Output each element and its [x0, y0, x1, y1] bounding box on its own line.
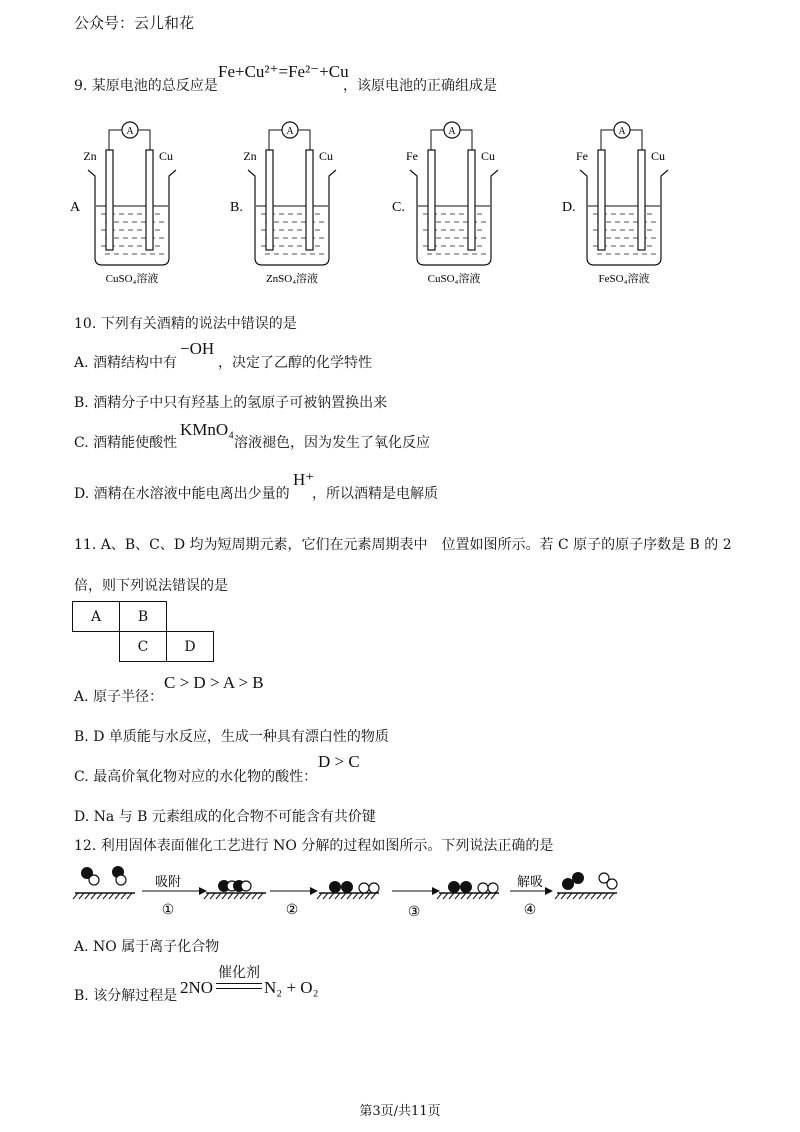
q10-option-b: B. 酒精分子中只有羟基上的氢原子可被钠置换出来: [74, 395, 388, 411]
right-electrode-label: Cu: [650, 149, 666, 163]
stage4-molecules: [448, 881, 498, 893]
stage3-molecules: [329, 881, 379, 893]
left-electrode-label: Zn: [83, 149, 97, 163]
catalyst-surface-3: [317, 893, 379, 899]
electrode-right: [468, 150, 475, 250]
step-label-above-1: 吸附: [154, 874, 182, 889]
electrode-right: [306, 150, 313, 250]
q12-option-b-rhs: N₂ + O₂: [264, 978, 319, 997]
right-electrode-label: Cu: [318, 149, 334, 163]
electrode-left: [106, 150, 113, 250]
table-cell-empty: [167, 602, 214, 632]
step-label-below-2: ②: [285, 903, 299, 918]
page-footer: 第3页/共11页: [359, 1104, 441, 1119]
right-electrode-label: Cu: [480, 149, 496, 163]
q12-option-a: A. NO 属于离子化合物: [74, 939, 220, 955]
beaker: [580, 170, 668, 265]
stage2-molecules: [218, 880, 251, 892]
electrode-right: [146, 150, 153, 250]
q11-option-c-prefix: C. 最高价氧化物对应的水化物的酸性：: [74, 769, 318, 785]
q12-stem: 12. 利用固体表面催化工艺进行 NO 分解的过程如图所示。下列说法正确的是: [74, 838, 554, 854]
catalyst-surface-2: [204, 893, 266, 899]
q11-stem-line2: 倍，则下列说法错误的是: [74, 578, 228, 594]
electrode-left: [266, 150, 273, 250]
step-arrow-1: [142, 874, 206, 918]
q10-option-d-suffix: ，所以酒精是电解质: [312, 486, 438, 502]
q10-option-c-formula: KMnO₄: [180, 420, 235, 439]
svg-text:A: A: [618, 126, 626, 137]
q9-reaction: Fe+Cu²⁺=Fe²⁻+Cu: [218, 62, 349, 81]
q11-periodic-table-fragment: [72, 601, 214, 662]
q9-galvanic-cell-figures: [60, 108, 700, 293]
catalyst-surface-4: [437, 893, 499, 899]
beaker: [88, 170, 176, 265]
left-electrode-label: Zn: [243, 149, 257, 163]
q10-option-c-suffix: 溶液褪色，因为发生了氧化反应: [234, 435, 430, 451]
q12-option-b-prefix: B. 该分解过程是: [74, 988, 178, 1004]
cell-option-3: [392, 122, 498, 285]
svg-text:A: A: [448, 126, 456, 137]
table-cell-c: C: [120, 632, 167, 662]
q12-equals-sign: [216, 983, 262, 989]
step-label-below-3: ③: [407, 905, 421, 920]
q11-option-a-formula: C > D > A > B: [164, 673, 264, 692]
electrolyte-label: CuSO₄溶液: [105, 273, 159, 285]
cell-option-2: [230, 122, 336, 285]
stage1-molecules: [81, 866, 126, 885]
left-electrode-label: Fe: [576, 149, 588, 163]
q12-process-diagram: [70, 860, 660, 922]
q11-option-c-formula: D > C: [318, 752, 360, 771]
step-arrow-2: [270, 891, 317, 918]
option-letter: B.: [230, 200, 243, 215]
q10-option-c-prefix: C. 酒精能使酸性: [74, 435, 178, 451]
table-cell-b: B: [120, 602, 167, 632]
q10-stem: 10. 下列有关酒精的说法中错误的是: [74, 316, 297, 332]
step-arrow-4: [510, 874, 552, 918]
left-electrode-label: Fe: [406, 149, 418, 163]
electrolyte-label: ZnSO₄溶液: [265, 273, 319, 285]
option-letter: C.: [392, 200, 405, 215]
q10-option-d-prefix: D. 酒精在水溶液中能电离出少量的: [74, 486, 290, 502]
q11-stem-line1: 11. A、B、C、D 均为短周期元素，它们在元素周期表中 位置如图所示。若 C 原子的原子序数是 B 的 2: [74, 537, 732, 553]
q11-option-b: B. D 单质能与水反应，生成一种具有漂白性的物质: [74, 729, 389, 745]
q10-option-a-formula: −OH: [180, 339, 215, 358]
q9-stem-prefix: 9. 某原电池的总反应是: [74, 78, 218, 94]
header-account: 公众号：云儿和花: [74, 14, 195, 32]
q11-option-d: D. Na 与 B 元素组成的化合物不可能含有共价键: [74, 809, 376, 825]
svg-text:A: A: [286, 126, 294, 137]
q11-option-a-prefix: A. 原子半径：: [74, 689, 164, 705]
table-cell-empty: [73, 632, 120, 662]
step-label-below-4: ④: [523, 903, 537, 918]
catalyst-surface-5: [555, 893, 617, 899]
electrolyte-label: CuSO₄溶液: [427, 273, 481, 285]
electrode-left: [598, 150, 605, 250]
svg-text:A: A: [126, 126, 134, 137]
q10-option-d-formula: H⁺: [293, 470, 315, 489]
beaker: [410, 170, 498, 265]
q10-option-a-prefix: A. 酒精结构中有: [74, 355, 178, 371]
beaker: [248, 170, 336, 265]
q12-option-b-catalyst: 催化剂: [218, 965, 260, 981]
q12-option-b-lhs: 2NO: [180, 978, 214, 997]
cell-option-1: [70, 122, 176, 285]
electrode-left: [428, 150, 435, 250]
electrode-right: [638, 150, 645, 250]
q9-stem-suffix: ，该原电池的正确组成是: [343, 78, 497, 94]
stage5-molecules: [562, 872, 617, 890]
step-arrow-3: [392, 891, 439, 920]
q10-option-a-suffix: ，决定了乙醇的化学特性: [218, 355, 372, 371]
option-letter: A: [70, 200, 81, 215]
cell-option-4: [562, 122, 668, 285]
table-cell-d: D: [167, 632, 214, 662]
catalyst-surface-1: [73, 893, 135, 899]
table-cell-a: A: [73, 602, 120, 632]
step-label-above-4: 解吸: [516, 874, 544, 889]
electrolyte-label: FeSO₄溶液: [598, 273, 650, 285]
step-label-below-1: ①: [161, 903, 175, 918]
option-letter: D.: [562, 200, 576, 215]
right-electrode-label: Cu: [158, 149, 174, 163]
